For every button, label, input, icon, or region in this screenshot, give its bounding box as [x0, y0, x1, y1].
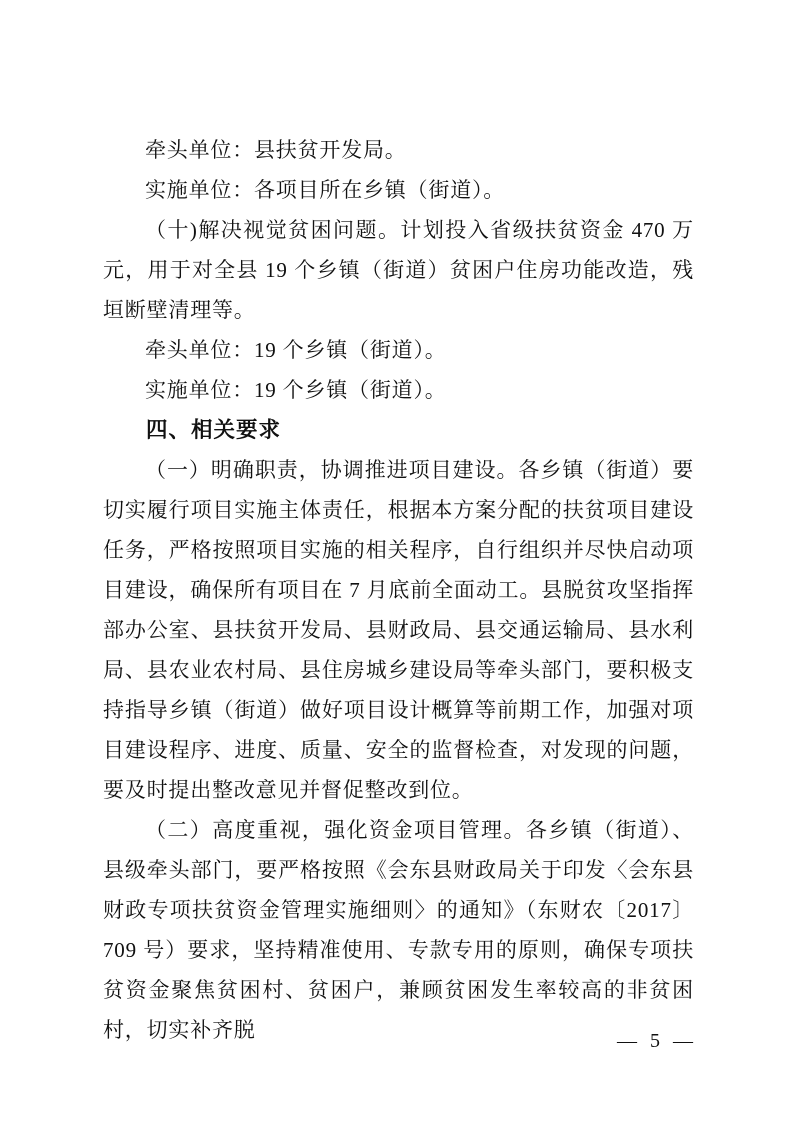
- paragraph-item-ten: （十)解决视觉贫困问题。计划投入省级扶贫资金 470 万元，用于对全县 19 个乡镇（街道）贫困户住房功能改造，残垣断壁清理等。: [103, 218, 694, 322]
- paragraph-requirement-2: （二）高度重视，强化资金项目管理。各乡镇（街道）、县级牵头部门，要严格按照《会东县财政局关于印发〈会东县财政专项扶贫资金管理实施细则〉的通知》（东财农〔2017〕709 号）要求，坚持精准使用、专款专用的原则，确保专项扶贫资金聚焦贫困村、贫困户，兼顾贫困发生率较高的非贫困村，切实补齐脱: [103, 818, 694, 1042]
- section-heading-related-requirements: 四、相关要求: [146, 418, 282, 442]
- page-number: — 5 —: [617, 1030, 697, 1052]
- paragraph-lead-unit-1: 牵头单位：县扶贫开发局。: [145, 138, 407, 162]
- paragraph-impl-unit-2: 实施单位：19 个乡镇（街道）。: [145, 378, 447, 402]
- document-body: [103, 130, 694, 1050]
- paragraph-lead-unit-2: 牵头单位：19 个乡镇（街道）。: [145, 338, 447, 362]
- paragraph-requirement-1: （一）明确职责，协调推进项目建设。各乡镇（街道）要切实履行项目实施主体责任，根据本方案分配的扶贫项目建设任务，严格按照项目实施的相关程序，自行组织并尽快启动项目建设，确保所有项目在 7 月底前全面动工。县脱贫攻坚指挥部办公室、县扶贫开发局、县财政局、县交通运输局、县水利局、县农业农村局、县住房城乡建设局等牵头部门，要积极支持指导乡镇（街道）做好项目设计概算等前期工作，加强对项目建设程序、进度、质量、安全的监督检查，对发现的问题，要及时提出整改意见并督促整改到位。: [103, 458, 694, 802]
- paragraph-impl-unit-1: 实施单位：各项目所在乡镇（街道）。: [145, 178, 506, 202]
